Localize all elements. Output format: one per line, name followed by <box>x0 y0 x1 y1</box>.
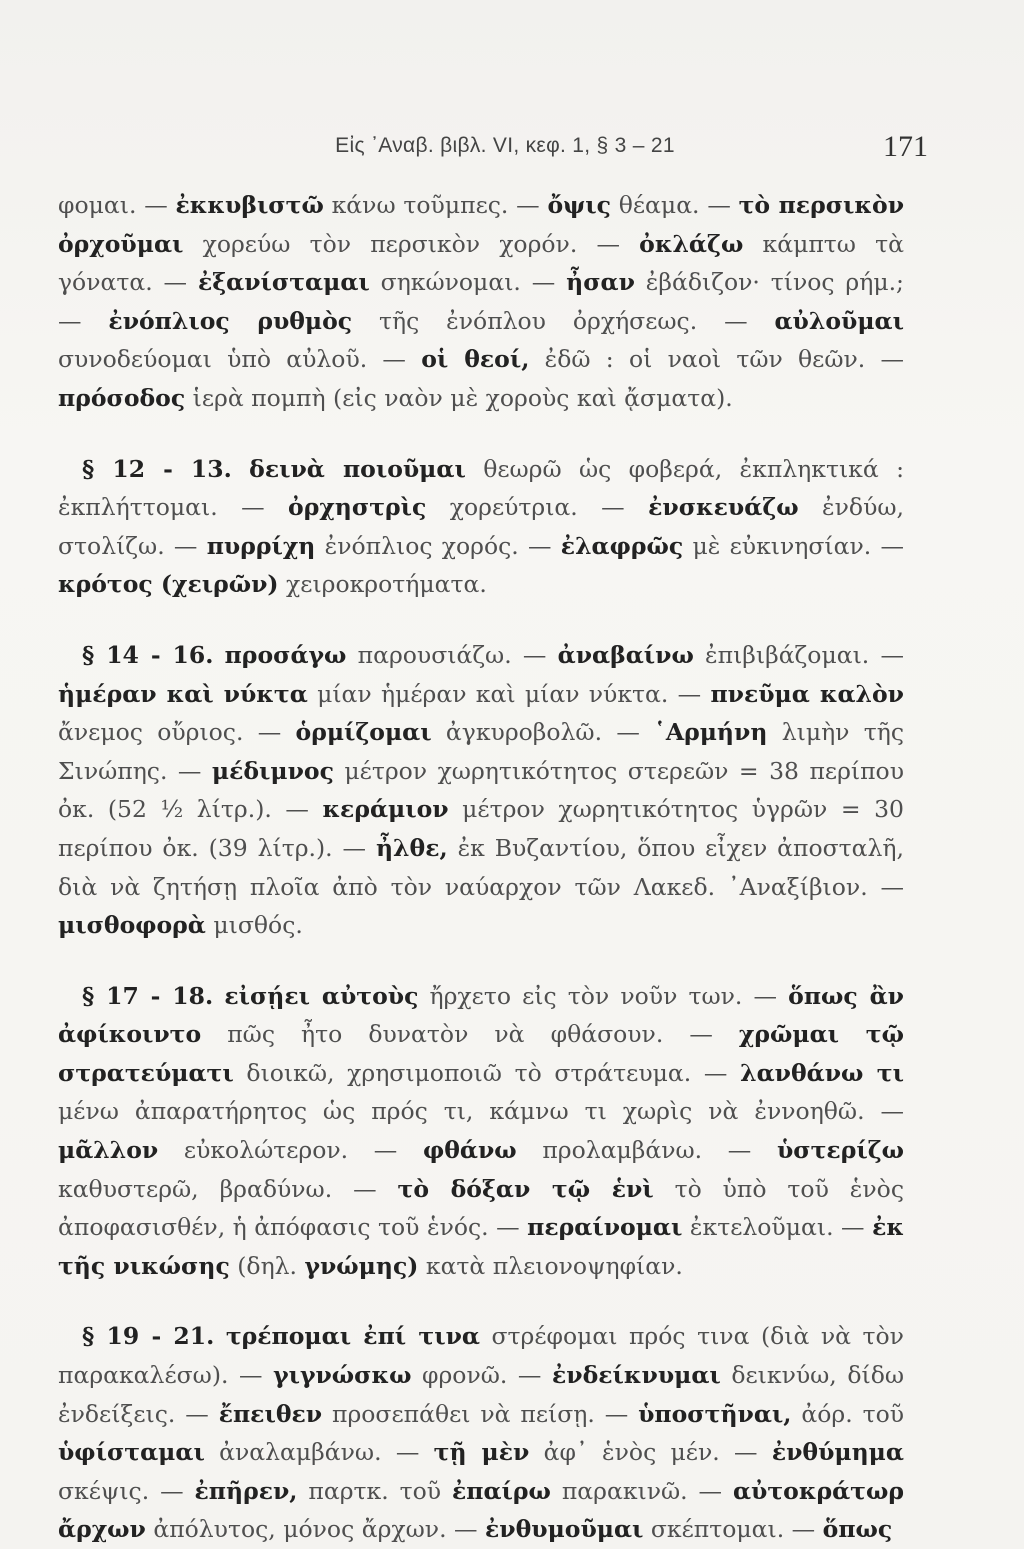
glossary-paragraph-section-12-13 <box>58 450 904 604</box>
headword: οἱ θεοί, <box>421 345 530 374</box>
headword: ἐνθύμημα <box>771 1438 904 1467</box>
gloss-text: ἐβάδιζον· τίνος ρήμ.; — <box>58 268 904 335</box>
headword: § 12 - 13. <box>82 454 232 483</box>
glossary-body <box>58 186 904 1549</box>
gloss-text: κάνω τοῦμπες. — <box>323 191 548 219</box>
headword: ἦσαν <box>566 268 635 297</box>
glossary-paragraph-1 <box>58 186 904 418</box>
headword: ἐλαφρῶς <box>560 531 684 560</box>
headword: ῾Αρμήνη <box>654 718 768 747</box>
gloss-text: μέτρον χωρητικότητος ὑγρῶν = 30 περίπου ὀκ. (39 λίτρ.). — <box>58 795 904 862</box>
headword: ἐκ τῆς νικώσης <box>58 1213 904 1280</box>
gloss-text <box>213 641 224 669</box>
gloss-text: ἐνδύω, στολίζω. — <box>58 493 905 560</box>
gloss-text: κάμπτω τὰ γόνατα. — <box>58 229 904 297</box>
headword: αὐτοκράτωρ ἄρχων <box>58 1476 904 1544</box>
gloss-text: ἐκτελοῦμαι. — <box>682 1213 873 1242</box>
headword: εἰσῄει αὐτοὺς <box>224 981 419 1010</box>
gloss-text: προλαμβάνω. — <box>516 1136 777 1165</box>
gloss-text: φρονῶ. — <box>411 1361 552 1390</box>
gloss-text: συνοδεύομαι ὑπὸ αὐλοῦ. — <box>58 345 422 374</box>
headword: χρῶμαι τῷ στρατεύματι <box>58 1020 904 1087</box>
headword: τῇ μὲν <box>433 1438 530 1467</box>
headword: γνώμης) <box>304 1251 419 1280</box>
gloss-text: μισθός. <box>205 911 303 940</box>
gloss-text: θέαμα. — <box>610 191 739 219</box>
headword: κρότος (χειρῶν) <box>58 570 279 599</box>
gloss-text: μὲ εὐκινησίαν. — <box>683 531 904 560</box>
gloss-text <box>214 1322 226 1350</box>
headword: ὀρχηστρὶς <box>288 493 427 522</box>
headword: γιγνώσκω <box>273 1361 412 1390</box>
gloss-text: παρακινῶ. — <box>550 1476 733 1505</box>
headword: ὁρμίζομαι <box>295 718 432 747</box>
gloss-text: σκέπτομαι. — <box>643 1515 823 1544</box>
headword: φθάνω <box>422 1136 517 1165</box>
headword: ὅπως <box>822 1515 893 1544</box>
headword: ἐνθυμοῦμαι <box>485 1515 644 1544</box>
headword: μισθοφορὰ <box>58 911 206 940</box>
headword: τὸ δόξαν τῷ ἑνὶ <box>397 1174 654 1203</box>
headword: ὑφίσταμαι <box>58 1438 205 1467</box>
headword: ἐκκυβιστῶ <box>175 191 324 219</box>
gloss-text: θεωρῶ ὡς φοβερά, ἐκπληκτικά : ἐκπλήττομαι. — <box>58 454 904 522</box>
gloss-text: προσεπάθει νὰ πείσῃ. — <box>322 1399 639 1428</box>
gloss-text: ἐνόπλιος χορός. — <box>315 531 561 560</box>
gloss-text: σκέψις. — <box>58 1476 195 1505</box>
glossary-paragraph-section-19-21 <box>58 1317 904 1549</box>
headword: πρόσοδος <box>58 383 186 412</box>
headword: ἡμέραν καὶ νύκτα <box>58 679 308 708</box>
gloss-text: στρέφομαι πρός τινα (διὰ νὰ τὸν παρακαλέσω). — <box>58 1322 904 1390</box>
gloss-text: τῆς ἐνόπλου ὀρχήσεως. — <box>352 306 775 335</box>
gloss-text: παρτκ. τοῦ <box>297 1476 452 1505</box>
gloss-text: (δηλ. <box>229 1251 305 1280</box>
gloss-text: πῶς ἦτο δυνατὸν νὰ φθάσουν. — <box>201 1020 739 1049</box>
gloss-text: κατὰ πλειονοψηφίαν. <box>418 1251 683 1280</box>
gloss-text: εὐκολώτερον. — <box>158 1136 423 1165</box>
headword: ἐξανίσταμαι <box>197 268 370 297</box>
gloss-text: χειροκροτήματα. <box>278 570 487 599</box>
headword: πνεῦμα καλὸν <box>710 679 904 708</box>
gloss-text: ἐκ Βυζαντίου, ὅπου εἶχεν ἀποσταλῆ, διὰ νὰ ζητήσῃ πλοῖα ἀπὸ τὸν ναύαρχον τῶν Λακεδ. ᾽Αναξίβιον. — <box>58 833 904 901</box>
headword: μέδιμνος <box>211 756 334 785</box>
gloss-text: ἐπιβιβάζομαι. — <box>693 640 904 669</box>
headword: ἀναβαίνω <box>557 640 694 669</box>
headword: ἐνσκευάζω <box>648 493 799 522</box>
headword: § 19 - 21. <box>82 1322 215 1351</box>
headword: ὀκλάζω <box>639 229 744 258</box>
gloss-text: σηκώνομαι. — <box>369 268 567 297</box>
gloss-text: παρουσιάζω. — <box>346 640 558 669</box>
headword: ὅπως ἂν ἀφίκοιντο <box>58 981 904 1049</box>
gloss-text: ἄνεμος οὔριος. — <box>58 718 296 747</box>
headword: ἐπαίρω <box>451 1476 551 1505</box>
headword: λανθάνω τι <box>740 1058 904 1087</box>
gloss-text: μένω ἀπαρατήρητος ὡς πρός τι, κάμνω τι χωρὶς νὰ ἐννοηθῶ. — <box>58 1097 904 1126</box>
headword: ἐνδείκνυμαι <box>551 1361 721 1390</box>
running-head: Εἰς ᾽Αναβ. βιβλ. VI, κεφ. 1, § 3 – 21 <box>335 134 675 157</box>
gloss-text: φομαι. — <box>58 191 176 219</box>
glossary-paragraph-section-17-18 <box>58 977 904 1286</box>
gloss-text: καθυστερῶ, βραδύνω. — <box>58 1174 398 1203</box>
gloss-text: χορεύω τὸν περσικὸν χορόν. — <box>183 229 640 258</box>
gloss-text: ἀφ᾽ ἑνὸς μέν. — <box>529 1438 772 1467</box>
headword: § 14 - 16. <box>82 640 214 669</box>
gloss-text: λιμὴν τῆς Σινώπης. — <box>58 718 904 785</box>
gloss-text: ἀόρ. τοῦ <box>791 1399 905 1428</box>
gloss-text: ἐδῶ : οἱ ναοὶ τῶν θεῶν. — <box>529 345 905 374</box>
headword: κεράμιον <box>322 795 449 824</box>
headword: ἔπειθεν <box>218 1399 323 1428</box>
gloss-text <box>232 455 249 483</box>
gloss-text: ἱερὰ πομπὴ (εἰς ναὸν μὲ χοροὺς καὶ ᾄσματα). <box>185 383 733 412</box>
headword: ἦλθε, <box>375 833 448 862</box>
gloss-text: ἀπόλυτος, μόνος ἄρχων. — <box>145 1515 485 1544</box>
headword: ὑστερίζω <box>776 1136 904 1165</box>
headword: προσάγω <box>224 640 347 669</box>
headword: πυρρίχη <box>206 531 316 560</box>
headword: δεινὰ ποιοῦμαι <box>249 454 466 483</box>
headword: τρέπομαι ἐπί τινα <box>225 1322 480 1351</box>
headword: μᾶλλον <box>58 1136 159 1165</box>
gloss-text: ἀγκυροβολῶ. — <box>431 718 655 747</box>
page-number: 171 <box>883 130 928 163</box>
headword: περαίνομαι <box>527 1213 683 1242</box>
headword: ὑποστῆναι, <box>638 1399 792 1428</box>
gloss-text: διοικῶ, χρησιμοποιῶ τὸ στράτευμα. — <box>233 1058 741 1087</box>
gloss-text: ἀναλαμβάνω. — <box>204 1438 434 1467</box>
gloss-text: μέτρον χωρητικότητος στερεῶν = 38 περίπου ὀκ. (52 ½ λίτρ.). — <box>58 756 904 824</box>
glossary-paragraph-section-14-16 <box>58 636 904 945</box>
gloss-text: χορεύτρια. — <box>426 493 649 522</box>
headword: § 17 - 18. <box>82 981 214 1010</box>
gloss-text <box>213 982 224 1010</box>
headword: ἐπῆρεν, <box>194 1476 298 1505</box>
gloss-text: μίαν ἡμέραν καὶ μίαν νύκτα. — <box>307 679 711 708</box>
gloss-text: ἤρχετο εἰς τὸν νοῦν των. — <box>418 981 789 1010</box>
headword: ὄψις <box>547 191 611 219</box>
gloss-text: τὸ ὑπὸ τοῦ ἑνὸς ἀποφασισθέν, ἡ ἀπόφασις τοῦ ἑνός. — <box>58 1174 904 1242</box>
headword: ἐνόπλιος ρυθμὸς <box>108 306 353 335</box>
page-header <box>60 130 950 170</box>
headword: αὐλοῦμαι <box>774 306 904 335</box>
headword: τὸ περσικὸν ὀρχοῦμαι <box>58 191 905 258</box>
gloss-text: δεικνύω, δίδω ἐνδείξεις. — <box>58 1361 904 1428</box>
